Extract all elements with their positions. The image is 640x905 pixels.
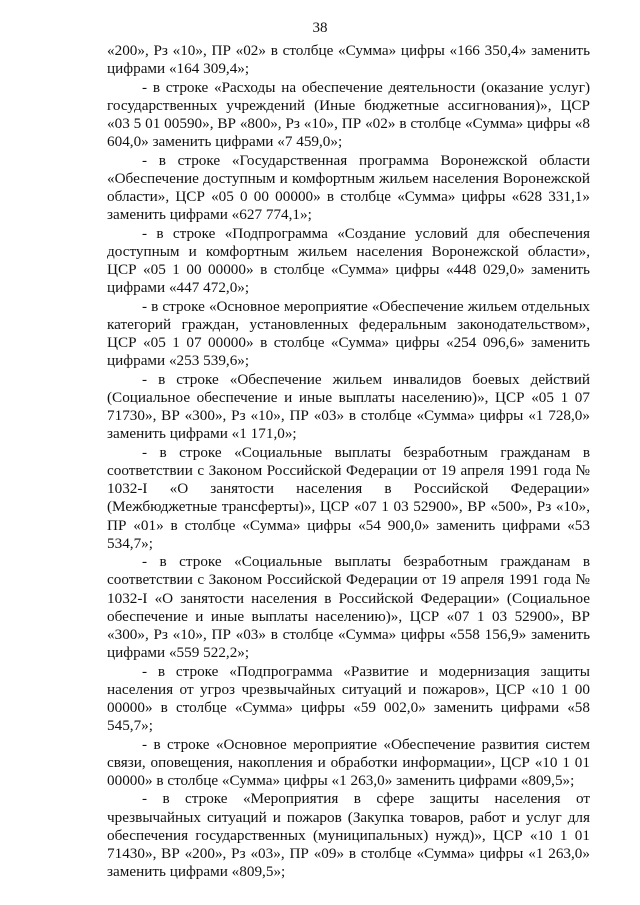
paragraph-amendment: - в строке «Социальные выплаты безработным гражданам в соответствии с Законом Российской Федерации от 19 апреля 1991 года № 1032-I «О занятости населения в Российской Федерации» (Межбюджетные трансферты)», ЦСР «07 1 03 52900», ВР «500», Рз «10», ПР «01» в столбце «Сумма» цифры «54 900,0» заменить цифрами «53 534,7»; [107,443,590,552]
paragraph-amendment: - в строке «Основное мероприятие «Обеспечение развития систем связи, оповещения, накопления и обработки информации», ЦСР «10 1 01 00000» в столбце «Сумма» цифры «1 263,0» заменить цифрами «809,5»; [107,735,590,789]
paragraph-amendment: - в строке «Основное мероприятие «Обеспечение жильем отдельных категорий граждан, установленных федеральным законодательством», ЦСР «05 1 07 00000» в столбце «Сумма» цифры «254 096,6» заменить цифрами «253 539,6»; [107,297,590,370]
paragraph-amendment: - в строке «Подпрограмма «Развитие и модернизация защиты населения от угроз чрезвычайных ситуаций и пожаров», ЦСР «10 1 00 00000» в столбце «Сумма» цифры «59 002,0» заменить цифрами «58 545,7»; [107,662,590,735]
paragraph-amendment: - в строке «Обеспечение жильем инвалидов боевых действий (Социальное обеспечение и иные выплаты населению)», ЦСР «05 1 07 71730», ВР «300», Рз «10», ПР «03» в столбце «Сумма» цифры «1 728,0» заменить цифрами «1 171,0»; [107,370,590,443]
page-number: 38 [312,20,328,36]
paragraph-amendment: - в строке «Подпрограмма «Создание условий для обеспечения доступным и комфортным жильем населения Воронежской области», ЦСР «05 1 00 00000» в столбце «Сумма» цифры «448 029,0» заменить цифрами «447 472,0»; [107,224,590,297]
paragraph-amendment: - в строке «Государственная программа Воронежской области «Обеспечение доступным и комфортным жильем населения Воронежской области», ЦСР «05 0 00 00000» в столбце «Сумма» цифры «628 331,1» заменить цифрами «627 774,1»; [107,151,590,224]
paragraph-amendment: - в строке «Расходы на обеспечение деятельности (оказание услуг) государственных учреждений (Иные бюджетные ассигнования)», ЦСР «03 5 01 00590», ВР «800», Рз «10», ПР «02» в столбце «Сумма» цифры «8 604,0» заменить цифрами «7 459,0»; [107,78,590,151]
paragraph-continuation: «200», Рз «10», ПР «02» в столбце «Сумма» цифры «166 350,4» заменить цифрами «164 309,4»; [107,42,590,78]
document-body [107,42,590,882]
paragraph-amendment: - в строке «Мероприятия в сфере защиты населения от чрезвычайных ситуаций и пожаров (Закупка товаров, работ и услуг для обеспечения государственных (муниципальных) нужд)», ЦСР «10 1 01 71430», ВР «200», Рз «03», ПР «09» в столбце «Сумма» цифры «1 263,0» заменить цифрами «809,5»; [107,790,590,881]
paragraph-amendment: - в строке «Социальные выплаты безработным гражданам в соответствии с Законом Российской Федерации от 19 апреля 1991 года № 1032-I «О занятости населения в Российской Федерации» (Социальное обеспечение и иные выплаты населению)», ЦСР «07 1 03 52900», ВР «300», Рз «10», ПР «03» в столбце «Сумма» цифры «558 156,9» заменить цифрами «559 522,2»; [107,553,590,662]
